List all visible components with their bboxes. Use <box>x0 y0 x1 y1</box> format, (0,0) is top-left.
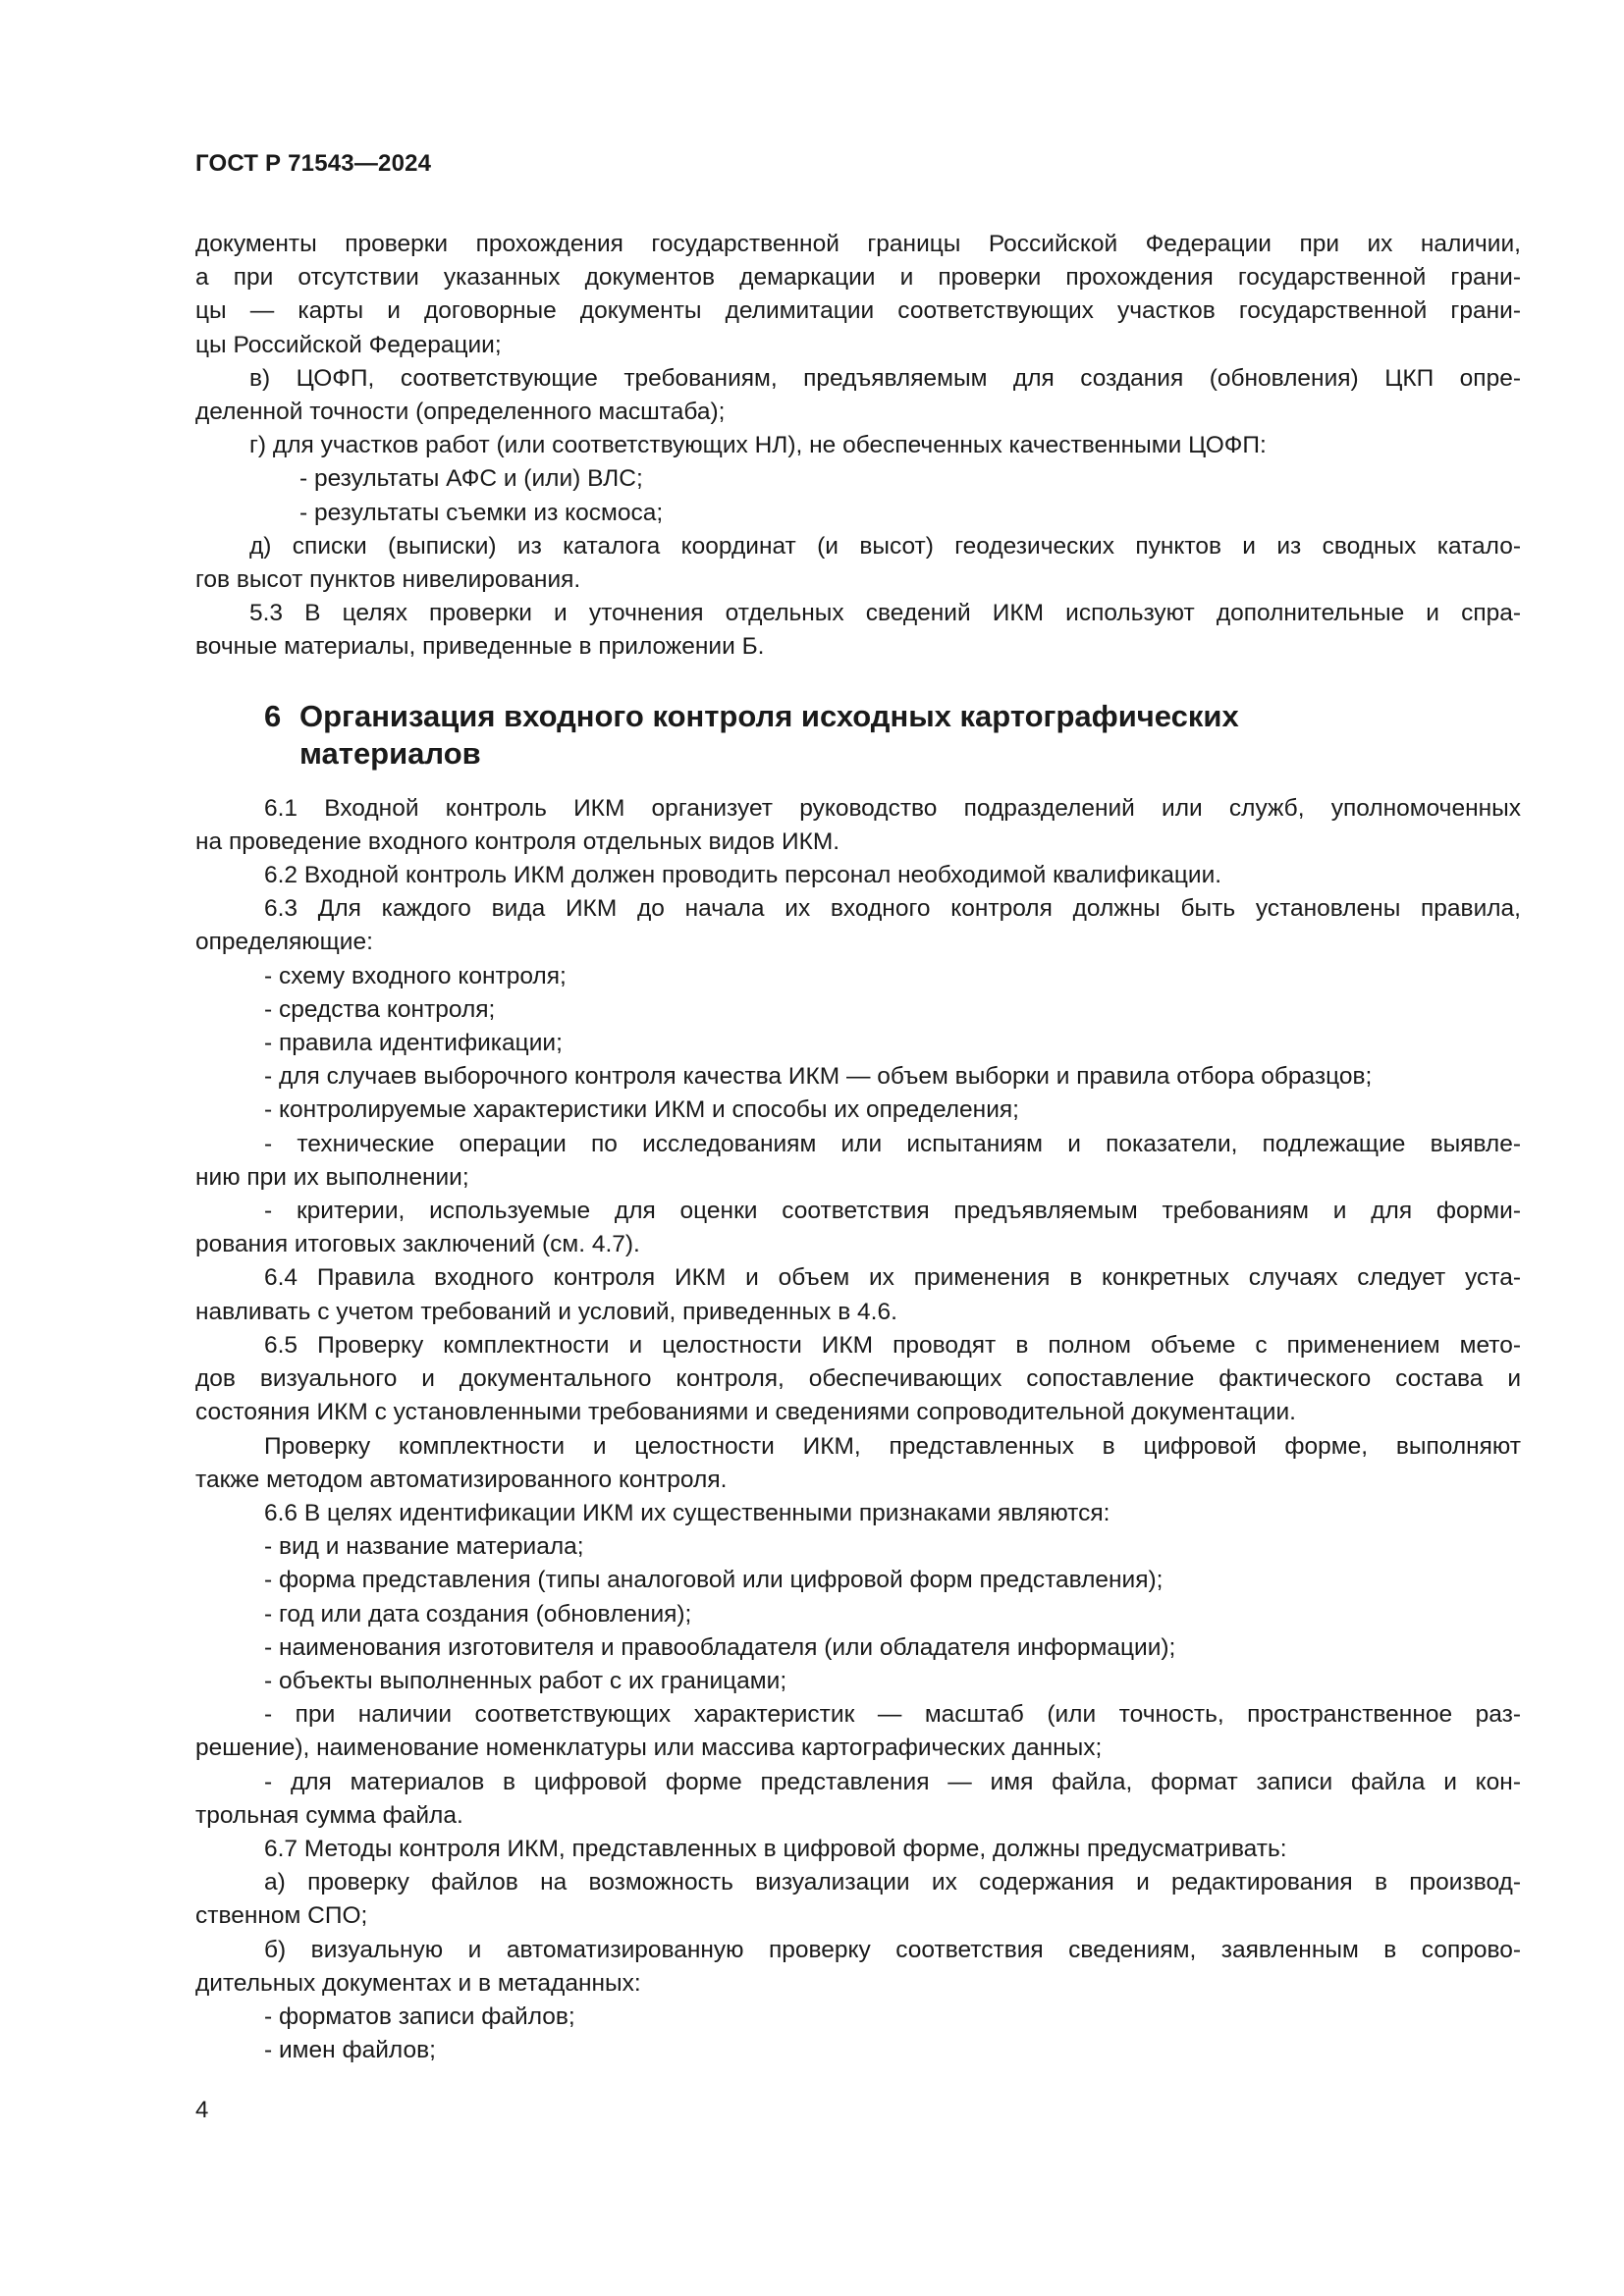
text-line: ственном СПО; <box>195 1902 368 1930</box>
text-line: - объекты выполненных работ с их границами; <box>264 1667 787 1694</box>
text-line: - результаты АФС и (или) ВЛС; <box>299 465 643 493</box>
text-line: 6.7 Методы контроля ИКМ, представленных в цифровой форме, должны предусматривать: <box>264 1835 1287 1862</box>
text-line: цы Российской Федерации; <box>195 331 502 358</box>
text-line: - правила идентификации; <box>264 1030 563 1057</box>
page-number: 4 <box>195 2097 209 2123</box>
section-6-title-line2: материалов <box>299 735 481 771</box>
section-5-continuation <box>195 228 1521 665</box>
text-line: состояния ИКМ с установленными требованиями и сведениями сопроводительной документации. <box>195 1399 1296 1426</box>
text-line: Проверку комплектности и целостности ИКМ, представленных в цифровой форме, выполняют <box>264 1432 1521 1460</box>
text-line: - критерии, используемые для оценки соответствия предъявляемым требованиям и для форми- <box>264 1198 1521 1225</box>
text-line: 6.5 Проверку комплектности и целостности ИКМ проводят в полном объеме с применением мето- <box>264 1331 1521 1359</box>
text-line: деленной точности (определенного масштаба); <box>195 399 726 426</box>
text-line: трольная сумма файла. <box>195 1801 463 1829</box>
text-line: также методом автоматизированного контроля. <box>195 1466 728 1493</box>
text-line: - наименования изготовителя и правообладателя (или обладателя информации); <box>264 1633 1176 1661</box>
text-line: - вид и название материала; <box>264 1533 584 1561</box>
section-6-heading <box>195 698 1521 773</box>
text-line: - для материалов в цифровой форме представления — имя файла, формат записи файла и кон- <box>264 1768 1521 1795</box>
text-line: цы — карты и договорные документы делимитации соответствующих участков государственной грани- <box>195 297 1521 325</box>
text-line: документы проверки прохождения государственной границы Российской Федерации при их наличии, <box>195 231 1521 257</box>
text-line: - результаты съемки из космоса; <box>299 499 664 526</box>
text-line: гов высот пунктов нивелирования. <box>195 566 581 594</box>
text-line: а при отсутствии указанных документов демаркации и проверки прохождения государственной грани- <box>195 264 1521 292</box>
text-line: 6.2 Входной контроль ИКМ должен проводить персонал необходимой квалификации. <box>264 862 1222 889</box>
text-line: 6.3 Для каждого вида ИКМ до начала их входного контроля должны быть установлены правила, <box>264 895 1521 923</box>
text-line: на проведение входного контроля отдельных видов ИКМ. <box>195 828 840 855</box>
section-6-title-line1: Организация входного контроля исходных картографических <box>299 698 1239 733</box>
text-line: решение), наименование номенклатуры или массива картографических данных; <box>195 1735 1103 1762</box>
section-6-body <box>195 792 1521 2068</box>
text-line: дительных документах и в метаданных: <box>195 1969 641 1997</box>
text-line: б) визуальную и автоматизированную проверку соответствия сведениям, заявленным в сопрово- <box>264 1936 1521 1963</box>
text-line: 6.1 Входной контроль ИКМ организует руководство подразделений или служб, уполномоченных <box>264 794 1521 822</box>
text-line: - имен файлов; <box>264 2037 436 2064</box>
text-line: нию при их выполнении; <box>195 1163 469 1191</box>
text-line: 5.3 В целях проверки и уточнения отдельных сведений ИКМ используют дополнительные и спра- <box>249 600 1521 627</box>
document-header: ГОСТ Р 71543—2024 <box>195 150 432 177</box>
text-line: 6.6 В целях идентификации ИКМ их существенными признаками являются: <box>264 1499 1110 1526</box>
text-line: в) ЦОФП, соответствующие требованиям, предъявляемым для создания (обновления) ЦКП опре- <box>249 364 1521 392</box>
text-line: - год или дата создания (обновления); <box>264 1600 692 1628</box>
text-line: 6.4 Правила входного контроля ИКМ и объем их применения в конкретных случаях следует уста- <box>264 1264 1521 1292</box>
text-line: д) списки (выписки) из каталога координат (и высот) геодезических пунктов и из сводных катало- <box>249 532 1521 560</box>
text-line: - форматов записи файлов; <box>264 2002 575 2030</box>
text-line: рования итоговых заключений (см. 4.7). <box>195 1231 640 1258</box>
text-line: навливать с учетом требований и условий, приведенных в 4.6. <box>195 1298 897 1325</box>
text-line: - при наличии соответствующих характеристик — масштаб (или точность, пространственное раз- <box>264 1701 1521 1729</box>
text-line: - технические операции по исследованиям или испытаниям и показатели, подлежащие выявле- <box>264 1130 1521 1157</box>
text-line: дов визуального и документального контроля, обеспечивающих сопоставление фактического состава и <box>195 1365 1521 1393</box>
text-line: а) проверку файлов на возможность визуализации их содержания и редактирования в производ- <box>264 1869 1521 1896</box>
text-line: - для случаев выборочного контроля качества ИКМ — объем выборки и правила отбора образцов; <box>264 1063 1373 1091</box>
text-line: - контролируемые характеристики ИКМ и способы их определения; <box>264 1096 1019 1124</box>
text-line: - средства контроля; <box>264 995 496 1023</box>
text-line: - схему входного контроля; <box>264 962 567 989</box>
text-line: вочные материалы, приведенные в приложении Б. <box>195 633 765 661</box>
text-line: г) для участков работ (или соответствующих НЛ), не обеспеченных качественными ЦОФП: <box>249 432 1267 459</box>
section-6-number: 6 <box>264 698 282 733</box>
text-line: определяющие: <box>195 929 373 956</box>
body-text <box>195 228 1521 2067</box>
text-line: - форма представления (типы аналоговой или цифровой форм представления); <box>264 1567 1164 1594</box>
